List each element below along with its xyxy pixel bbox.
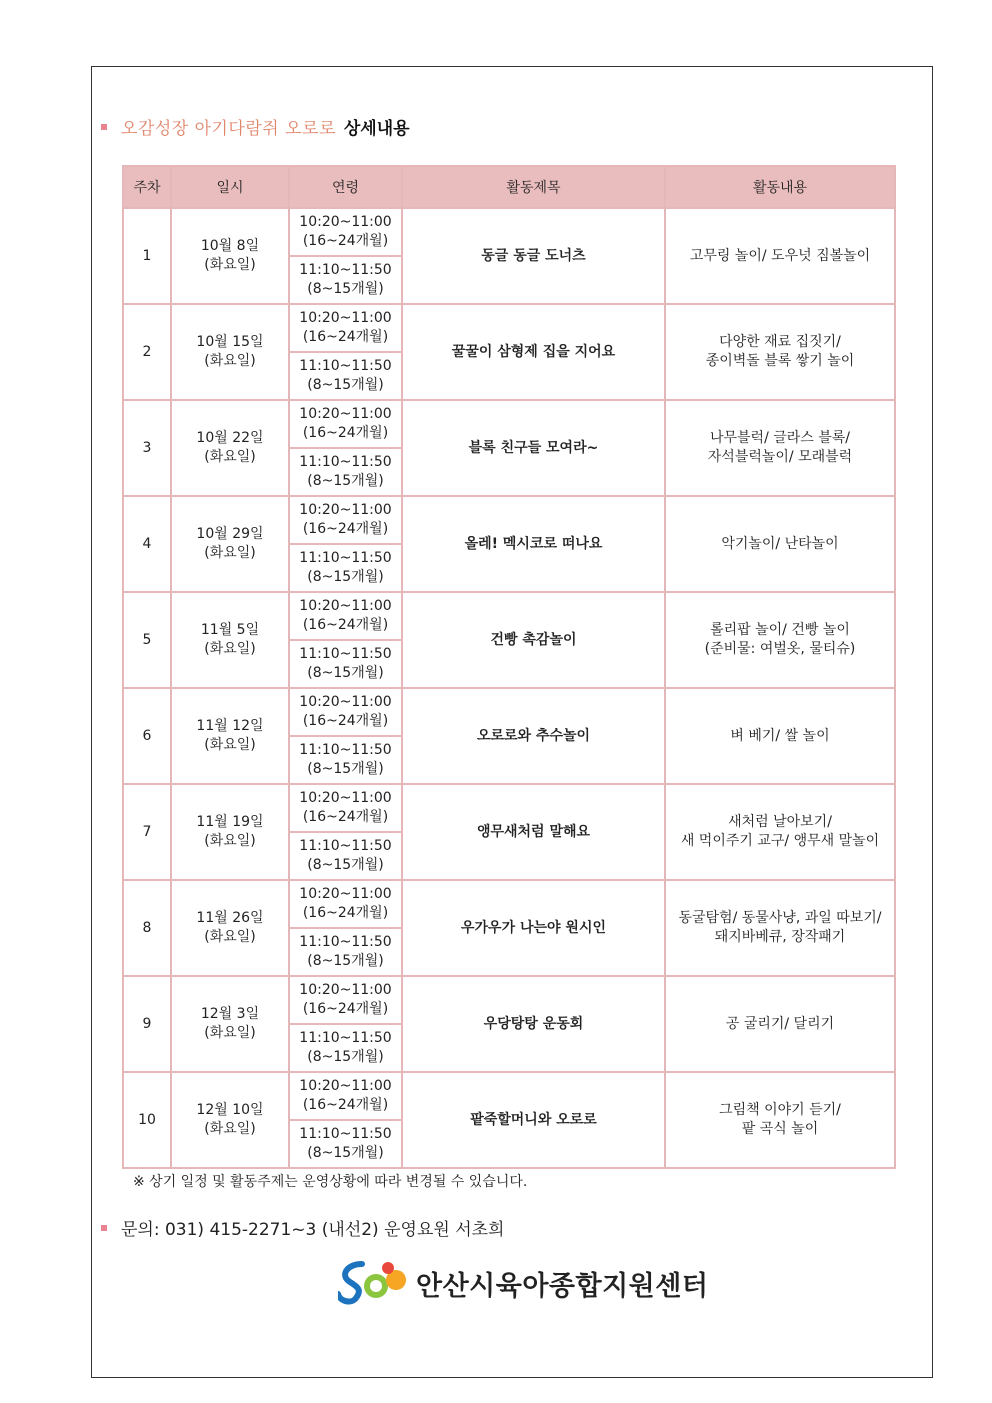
weekday-text: (화요일) [204, 1121, 256, 1137]
week-cell: 1 [123, 208, 171, 304]
header-age: 연령 [289, 166, 402, 208]
age-slot-cell [289, 208, 402, 256]
age-slot-cell [289, 304, 402, 352]
table-row [123, 784, 895, 832]
date-text: 11월 5일 [200, 622, 260, 638]
age-slot-cell [289, 928, 402, 976]
slot-time: 10:20~11:00 [299, 1078, 392, 1094]
age-slot-cell [289, 400, 402, 448]
week-cell: 9 [123, 976, 171, 1072]
inquiry-text: 문의: 031) 415-2271~3 (내선2) 운영요원 서초희 [121, 1220, 505, 1240]
age-slot-cell [289, 832, 402, 880]
weekday-text: (화요일) [204, 929, 256, 945]
slot-age: (16~24개월) [302, 713, 389, 729]
slot-age: (8~15개월) [307, 1145, 384, 1161]
slot-time: 10:20~11:00 [299, 310, 392, 326]
details-label: 상세내용 [343, 119, 410, 139]
slot-time: 11:10~11:50 [299, 262, 392, 278]
activity-title-cell: 건빵 촉감놀이 [402, 592, 665, 688]
date-text: 11월 12일 [196, 718, 264, 734]
slot-age: (8~15개월) [307, 377, 384, 393]
age-slot-cell [289, 640, 402, 688]
weekday-text: (화요일) [204, 737, 256, 753]
date-text: 11월 19일 [196, 814, 264, 830]
date-text: 10월 8일 [200, 238, 260, 254]
date-cell [171, 688, 289, 784]
week-cell: 7 [123, 784, 171, 880]
age-slot-cell [289, 880, 402, 928]
slot-time: 11:10~11:50 [299, 1030, 392, 1046]
slot-time: 10:20~11:00 [299, 886, 392, 902]
date-cell [171, 304, 289, 400]
activity-content-cell [665, 592, 895, 688]
content-line: 나무블럭/ 글라스 블록/ [709, 430, 851, 446]
content-line: 다양한 재료 집짓기/ [719, 334, 841, 350]
bullet-square-icon [101, 124, 107, 130]
slot-time: 11:10~11:50 [299, 934, 392, 950]
week-cell: 5 [123, 592, 171, 688]
table-row [123, 496, 895, 544]
slot-time: 10:20~11:00 [299, 790, 392, 806]
slot-age: (16~24개월) [302, 905, 389, 921]
slot-age: (8~15개월) [307, 1049, 384, 1065]
slot-time: 11:10~11:50 [299, 646, 392, 662]
date-cell [171, 976, 289, 1072]
slot-age: (16~24개월) [302, 425, 389, 441]
date-cell [171, 1072, 289, 1168]
activity-content-cell [665, 1072, 895, 1168]
section-title [101, 114, 410, 139]
activity-title-cell: 올레! 멕시코로 떠나요 [402, 496, 665, 592]
slot-time: 10:20~11:00 [299, 982, 392, 998]
slot-age: (8~15개월) [307, 761, 384, 777]
content-line: 팥 곡식 놀이 [741, 1121, 819, 1137]
age-slot-cell [289, 976, 402, 1024]
age-slot-cell [289, 784, 402, 832]
content-line: 새 먹이주기 교구/ 앵무새 말놀이 [680, 833, 880, 849]
date-text: 11월 26일 [196, 910, 264, 926]
age-slot-cell [289, 688, 402, 736]
week-cell: 6 [123, 688, 171, 784]
slot-time: 11:10~11:50 [299, 454, 392, 470]
schedule-table [122, 165, 896, 1169]
slot-time: 11:10~11:50 [299, 1126, 392, 1142]
weekday-text: (화요일) [204, 257, 256, 273]
week-cell: 8 [123, 880, 171, 976]
date-text: 10월 15일 [196, 334, 264, 350]
date-cell [171, 880, 289, 976]
age-slot-cell [289, 1024, 402, 1072]
slot-age: (16~24개월) [302, 521, 389, 537]
center-logo-icon [338, 1260, 410, 1306]
activity-title-cell: 우당탕탕 운동회 [402, 976, 665, 1072]
program-name: 오감성장 아기다람쥐 오로로 [121, 119, 336, 139]
activity-content-cell [665, 304, 895, 400]
slot-time: 11:10~11:50 [299, 550, 392, 566]
weekday-text: (화요일) [204, 449, 256, 465]
slot-age: (8~15개월) [307, 569, 384, 585]
slot-time: 10:20~11:00 [299, 406, 392, 422]
content-line: 공 굴리기/ 달리기 [725, 1015, 835, 1032]
activity-content-cell [665, 400, 895, 496]
center-logo [338, 1260, 708, 1306]
activity-title-cell: 오로로와 추수놀이 [402, 688, 665, 784]
table-row [123, 688, 895, 736]
date-cell [171, 592, 289, 688]
slot-age: (8~15개월) [307, 473, 384, 489]
date-text: 12월 10일 [196, 1102, 264, 1118]
table-row [123, 304, 895, 352]
header-activity-content: 활동내용 [665, 166, 895, 208]
week-cell: 10 [123, 1072, 171, 1168]
slot-time: 10:20~11:00 [299, 214, 392, 230]
slot-time: 10:20~11:00 [299, 502, 392, 518]
content-line: 벼 베기/ 쌀 놀이 [730, 727, 830, 744]
slot-age: (8~15개월) [307, 953, 384, 969]
slot-age: (16~24개월) [302, 329, 389, 345]
content-line: 새처럼 날아보기/ [728, 814, 832, 830]
week-cell: 4 [123, 496, 171, 592]
activity-title-cell: 팥죽할머니와 오로로 [402, 1072, 665, 1168]
activity-title-cell: 동글 동글 도너츠 [402, 208, 665, 304]
bullet-square-icon [101, 1225, 107, 1231]
date-text: 10월 29일 [196, 526, 264, 542]
content-line: 종이벽돌 블록 쌓기 놀이 [705, 353, 855, 369]
content-line: (준비물: 여벌옷, 물티슈) [704, 641, 856, 657]
slot-time: 11:10~11:50 [299, 838, 392, 854]
schedule-note: ※ 상기 일정 및 활동주제는 운영상황에 따라 변경될 수 있습니다. [133, 1174, 528, 1190]
age-slot-cell [289, 592, 402, 640]
weekday-text: (화요일) [204, 545, 256, 561]
week-cell: 3 [123, 400, 171, 496]
slot-time: 11:10~11:50 [299, 742, 392, 758]
age-slot-cell [289, 448, 402, 496]
table-row [123, 880, 895, 928]
weekday-text: (화요일) [204, 641, 256, 657]
content-line: 고무링 놀이/ 도우넛 짐볼놀이 [689, 247, 871, 264]
date-cell [171, 496, 289, 592]
activity-content-cell [665, 208, 895, 304]
weekday-text: (화요일) [204, 353, 256, 369]
date-cell [171, 400, 289, 496]
age-slot-cell [289, 496, 402, 544]
age-slot-cell [289, 1120, 402, 1168]
activity-content-cell [665, 880, 895, 976]
date-text: 10월 22일 [196, 430, 264, 446]
content-line: 동굴탐험/ 동물사냥, 과일 따보기/ [678, 910, 882, 926]
age-slot-cell [289, 1072, 402, 1120]
slot-time: 11:10~11:50 [299, 358, 392, 374]
table-row [123, 592, 895, 640]
slot-age: (16~24개월) [302, 1097, 389, 1113]
activity-title-cell: 우가우가 나는야 원시인 [402, 880, 665, 976]
slot-age: (16~24개월) [302, 809, 389, 825]
header-week: 주차 [123, 166, 171, 208]
activity-title-cell: 앵무새처럼 말해요 [402, 784, 665, 880]
content-line: 악기놀이/ 난타놀이 [721, 535, 839, 552]
activity-content-cell [665, 784, 895, 880]
header-activity-title: 활동제목 [402, 166, 665, 208]
date-text: 12월 3일 [200, 1006, 260, 1022]
table-header-row [123, 166, 895, 208]
date-cell [171, 208, 289, 304]
slot-time: 10:20~11:00 [299, 598, 392, 614]
age-slot-cell [289, 352, 402, 400]
weekday-text: (화요일) [204, 833, 256, 849]
schedule-body [123, 208, 895, 1168]
table-row [123, 1072, 895, 1120]
age-slot-cell [289, 256, 402, 304]
activity-content-cell [665, 688, 895, 784]
weekday-text: (화요일) [204, 1025, 256, 1041]
slot-age: (16~24개월) [302, 233, 389, 249]
content-line: 롤리팝 놀이/ 건빵 놀이 [710, 622, 850, 638]
table-row [123, 208, 895, 256]
content-line: 그림책 이야기 듣기/ [719, 1102, 841, 1118]
slot-age: (16~24개월) [302, 617, 389, 633]
inquiry-line [101, 1215, 504, 1240]
content-line: 자석블럭놀이/ 모래블럭 [707, 449, 853, 465]
activity-content-cell [665, 496, 895, 592]
date-cell [171, 784, 289, 880]
week-cell: 2 [123, 304, 171, 400]
activity-content-cell [665, 976, 895, 1072]
age-slot-cell [289, 544, 402, 592]
activity-title-cell: 블록 친구들 모여라~ [402, 400, 665, 496]
table-row [123, 400, 895, 448]
slot-time: 10:20~11:00 [299, 694, 392, 710]
activity-title-cell: 꿀꿀이 삼형제 집을 지어요 [402, 304, 665, 400]
content-line: 돼지바베큐, 장작패기 [714, 929, 846, 945]
header-date: 일시 [171, 166, 289, 208]
slot-age: (8~15개월) [307, 281, 384, 297]
slot-age: (8~15개월) [307, 665, 384, 681]
center-logo-text: 안산시육아종합지원센터 [416, 1270, 709, 1302]
slot-age: (8~15개월) [307, 857, 384, 873]
slot-age: (16~24개월) [302, 1001, 389, 1017]
table-row [123, 976, 895, 1024]
age-slot-cell [289, 736, 402, 784]
